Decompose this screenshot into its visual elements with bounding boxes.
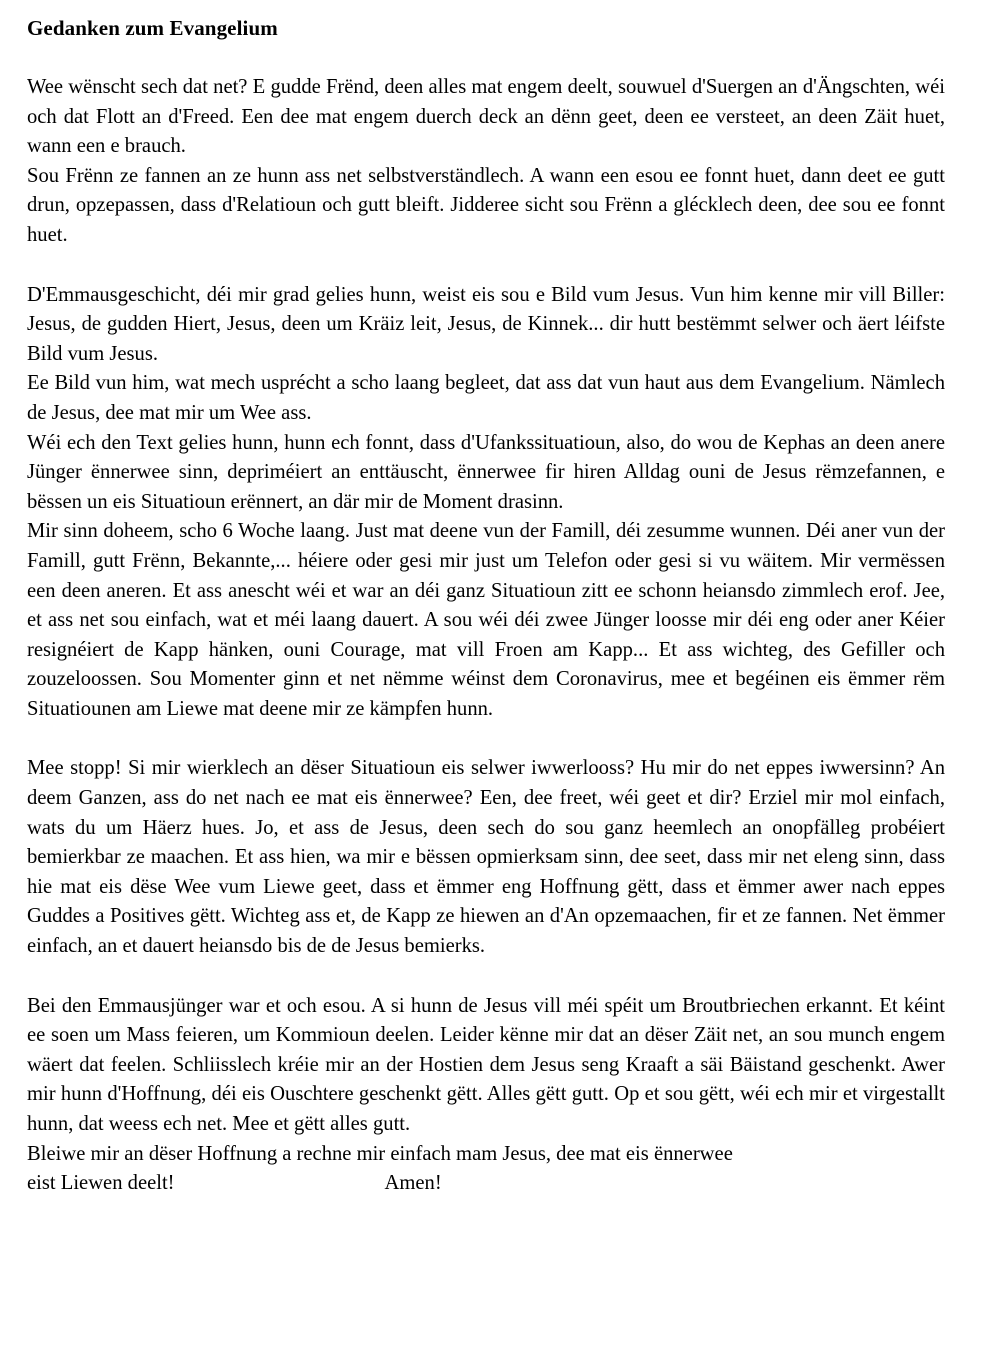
paragraph: Wéi ech den Text gelies hunn, hunn ech fonnt, dass d'Ufankssituatioun, also, do wou de Kephas an deen anere Jünger ënnerwee sinn, depriméiert an enttäuscht, ënnerwee fir hiren Alldag ouni de Jesus rëmzefannen, e bëssen un eis Situatioun erënnert, an där mir de Moment drasinn.: [27, 431, 945, 513]
paragraph: Sou Frënn ze fannen an ze hunn ass net selbstverständlech. A wann een esou ee fonnt huet, dann deet ee gutt drun, opzepassen, dass d'Relatioun och gutt bleift. Jidderee sicht sou Frënn a glécklech deen, dee sou ee fonnt huet.: [27, 164, 945, 246]
amen-text: Amen!: [384, 1172, 442, 1195]
block-spacer: [27, 962, 945, 992]
text-block-2: [27, 281, 945, 725]
closing-line: Bleiwe mir an dëser Hoffnung a rechne mir einfach mam Jesus, dee mat eis ënnerwee: [27, 1142, 733, 1165]
closing-amen-line: [27, 1169, 945, 1199]
text-block-1: [27, 73, 945, 251]
paragraph: Ee Bild vun him, wat mech usprécht a scho laang begleet, dat ass dat vun haut aus dem Evangelium. Nämlech de Jesus, dee mat mir um Wee ass.: [27, 372, 945, 424]
paragraph: D'Emmausgeschicht, déi mir grad gelies hunn, weist eis sou e Bild vum Jesus. Vun him kenne mir vill Biller: Jesus, de gudden Hiert, Jesus, deen um Kräiz leit, Jesus, de Kinnek... dir hutt bestëmmt selwer och äert léifste Bild vum Jesus.: [27, 283, 945, 365]
paragraph: Mee stopp! Si mir wierklech an dëser Situatioun eis selwer iwwerlooss? Hu mir do net eppes iwwersinn? An deem Ganzen, ass do net nach ee mat eis ënnerwee? Een, dee freet, wéi geet et dir? Erziel mir mol einfach, wats du um Häerz hues. Jo, et ass de Jesus, deen sech do sou ganz heemlech an onopfälleg probéiert bemierkbar ze maachen. Et ass hien, wa mir e bëssen opmierksam sinn, dee seet, dass mir net eleng sinn, dass hie mat eis dëse Wee vum Liewe geet, dass et ëmmer eng Hoffnung gëtt, dass et ëmmer awer nach eppes Guddes a Positives gëtt. Wichteg ass et, de Kapp ze hiewen an d'An opzemaachen, fir et ze fannen. Net ëmmer einfach, an et dauert heiansdo bis de de Jesus bemierks.: [27, 757, 945, 958]
block-spacer: [27, 251, 945, 281]
paragraph: Bei den Emmausjünger war et och esou. A si hunn de Jesus vill méi spéit um Broutbriechen erkannt. Et kéint ee soen um Mass feieren, um Kommioun deelen. Leider kënne mir dat an dëser Zäit net, an sou munch engem wäert dat feelen. Schliisslech kréie mir an der Hostien dem Jesus seng Kraaft a säi Bäistand geschenkt. Awer mir hunn d'Hoffnung, déi eis Ouschtere geschenkt gëtt. Alles gëtt gutt. Op et sou gëtt, wéi ech mir et virgestallt hunn, dat weess ech net. Mee et gëtt alles gutt.: [27, 994, 945, 1135]
paragraph: Mir sinn doheem, scho 6 Woche laang. Just mat deene vun der Famill, déi zesumme wunnen. Déi aner vun der Famill, gutt Frënn, Bekannte,... héiere oder gesi mir just um Telefon oder gesi si vu wäitem. Mir vermëssen een deen aneren. Et ass anescht wéi et war an déi ganz Situatioun zitt ee schonn heiansdo zimmlech erof. Jee, et ass net sou einfach, wat et méi laang dauert. A sou wéi déi zwee Jünger loosse mir déi eng oder aner Kéier resignéiert de Kapp hänken, ouni Courage, mat vill Froen am Kapp... Et ass wichteg, des Gefiller och zouzeloossen. Sou Momenter ginn et net nëmme wéinst dem Coronavirus, mee et begéinen eis ëmmer rëm Situatiounen am Liewe mat deene mir ze kämpfen hunn.: [27, 520, 945, 720]
title-body-spacer: [27, 43, 945, 73]
text-block-3: [27, 754, 945, 961]
page-title: Gedanken zum Evangelium: [27, 16, 278, 40]
block-spacer: [27, 724, 945, 754]
paragraph: Wee wënscht sech dat net? E gudde Frënd, deen alles mat engem deelt, souwuel d'Suergen an d'Ängschten, wéi och dat Flott an d'Freed. Een dee mat engem duerch deck an dënn geet, deen ee versteet, an deen Zäit huet, wann een e brauch.: [27, 76, 945, 158]
closing-left-text: eist Liewen deelt!: [27, 1172, 175, 1195]
text-block-4: [27, 992, 945, 1199]
